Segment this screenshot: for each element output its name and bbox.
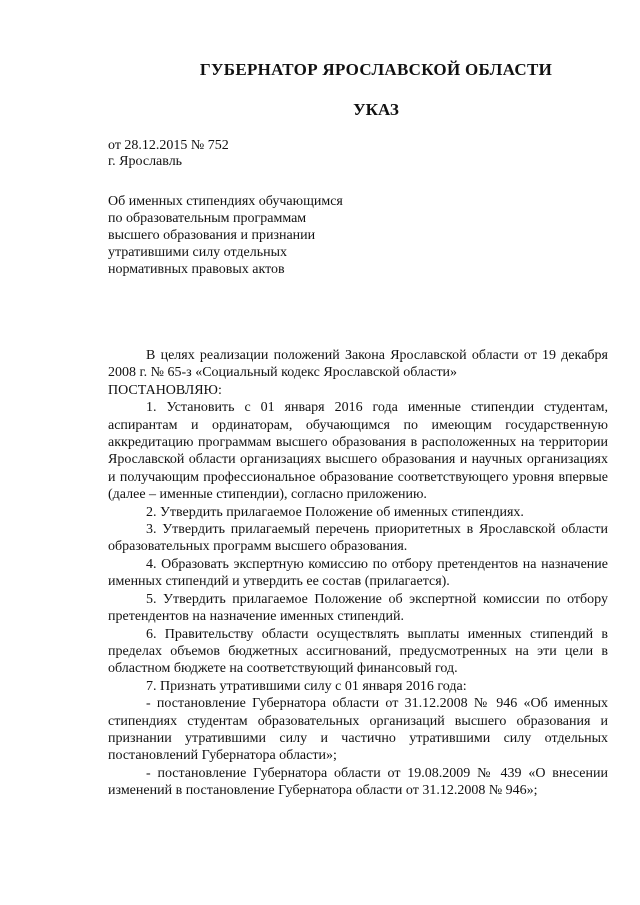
document-body (108, 347, 608, 800)
document-meta (108, 138, 229, 170)
clause-7-item-1: - постановление Губернатора области от 31.12.2008 № 946 «Об именных стипендиях студентам образовательных организаций высшего образования и признании утратившими силу и частично утратившими силу отдельных постановлений Губернатора области»; (108, 696, 608, 764)
clause-4: 4. Образовать экспертную комиссию по отбору претендентов на назначение именных стипендий и утвердить ее состав (прилагается). (108, 556, 608, 590)
clause-5: 5. Утвердить прилагаемое Положение об экспертной комиссии по отбору претендентов на назначение именных стипендий. (108, 591, 608, 625)
clause-7: 7. Признать утратившими силу с 01 января 2016 года: (146, 678, 467, 694)
clause-6: 6. Правительству области осуществлять выплаты именных стипендий в пределах объемов бюджетных ассигнований, предусмотренных на эти цели в областном бюджете на соответствующий финансовый год. (108, 626, 608, 677)
clause-7-item-2: - постановление Губернатора области от 19.08.2009 № 439 «О внесении изменений в постановление Губернатора области от 31.12.2008 № 946»; (108, 765, 608, 799)
issuing-authority: ГУБЕРНАТОР ЯРОСЛАВСКОЙ ОБЛАСТИ (199, 60, 553, 79)
clause-2: 2. Утвердить прилагаемое Положение об именных стипендиях. (146, 504, 524, 520)
date-number: от 28.12.2015 № 752 (108, 138, 229, 153)
clause-1: 1. Установить с 01 января 2016 года именные стипендии студентам, аспирантам и ординаторам, обучающимся по имеющим государственную аккредитацию программам высшего образования в расположенных на территории Ярославской области организациях высшего образования и научных организациях и получающим профессиональное образование соответствующего уровня впервые (далее – именные стипендии), согласно приложению. (108, 400, 608, 503)
preamble: В целях реализации положений Закона Ярославской области от 19 декабря 2008 г. № 65-з «Социальный кодекс Ярославской области» (108, 348, 608, 381)
document-subject: Об именных стипендиях обучающимся по образовательным программам высшего образования и признании утратившими силу отдельных нормативных правовых актов (108, 194, 343, 277)
clause-3: 3. Утвердить прилагаемый перечень приоритетных в Ярославской области образовательных программ высшего образования. (108, 522, 608, 555)
document-type: УКАЗ (353, 100, 399, 119)
city: г. Ярославль (108, 154, 183, 169)
resolve-heading: ПОСТАНОВЛЯЮ: (108, 382, 222, 398)
